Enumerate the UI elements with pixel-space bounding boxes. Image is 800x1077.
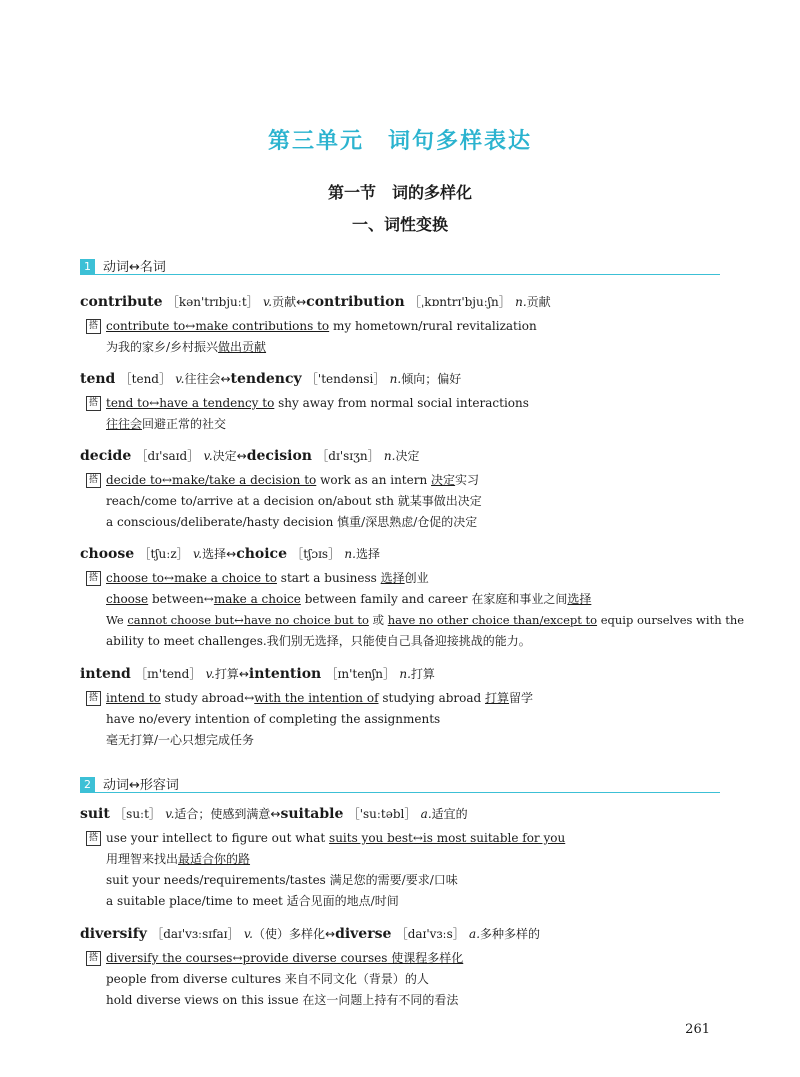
example-line: 用理智来找出最适合你的路 xyxy=(106,852,251,866)
example-line: 毫无打算/一心只想完成任务 xyxy=(106,733,255,747)
category-header-2 xyxy=(80,774,720,793)
headword: tend xyxy=(80,371,116,387)
category-number-badge: 2 xyxy=(80,777,95,792)
part-of-speech: v. xyxy=(203,449,213,463)
entry-intend xyxy=(80,664,730,751)
part-of-speech: v. xyxy=(192,547,203,561)
entry-tend xyxy=(80,369,730,435)
headword: diversify xyxy=(80,926,147,942)
part-of-speech: v. xyxy=(165,807,175,821)
example-line: 搭 decide to↔make/take a decision to work as an intern 决定实习 xyxy=(80,470,730,491)
collocation-tag-icon: 搭 xyxy=(86,691,101,706)
phonetic: ［daɪ'vɜːsɪfaɪ］ xyxy=(151,927,240,941)
example-line: 搭 contribute to↔make contributions to my hometown/rural revitalization xyxy=(80,316,730,337)
part-of-speech: n. xyxy=(389,372,402,386)
unit-title: 第三单元 词句多样表达 xyxy=(267,129,532,154)
meaning: 决定↔ xyxy=(212,449,247,463)
meaning: （使）多样化↔ xyxy=(253,927,336,941)
meaning: 决定 xyxy=(395,449,420,463)
phonetic: ［kən'trɪbjuːt］ xyxy=(166,295,259,309)
phonetic: ［tʃɔɪs］ xyxy=(291,547,341,561)
category-label: 动词↔形容词 xyxy=(103,778,179,793)
phonetic: ［tend］ xyxy=(119,372,171,386)
headword: decide xyxy=(80,448,132,464)
phonetic: ［ˌkɒntrɪ'bjuːʃn］ xyxy=(408,295,511,309)
collocation-tag-icon: 搭 xyxy=(86,571,101,586)
phonetic: ［suːt］ xyxy=(114,807,161,821)
entry-diversify xyxy=(80,924,730,1011)
example-line: 往往会回避正常的社交 xyxy=(106,417,227,431)
part-of-speech: v. xyxy=(262,295,273,309)
part-of-speech: v. xyxy=(175,372,185,386)
sub-title: 一、词性变换 xyxy=(351,215,448,234)
headword-line xyxy=(80,369,730,389)
example-line: We cannot choose but↔have no choice but to 或 have no other choice than/except to equip ourselves with the xyxy=(106,613,745,627)
category-label: 动词↔名词 xyxy=(103,260,166,275)
meaning: 打算 xyxy=(410,667,435,681)
example-line: choose between↔make a choice between family and career 在家庭和事业之间选择 xyxy=(106,592,592,606)
example-line: 搭 tend to↔have a tendency to shy away from normal social interactions xyxy=(80,393,730,414)
meaning: 适合；使感到满意↔ xyxy=(174,807,281,821)
meaning: 贡献 xyxy=(526,295,551,309)
meaning: 往往会↔ xyxy=(184,372,231,386)
headword-line xyxy=(80,292,730,312)
entry-suit xyxy=(80,804,730,912)
headword-derived: decision xyxy=(246,448,312,464)
part-of-speech: n. xyxy=(344,547,356,561)
example-line: ability to meet challenges.我们别无选择，只能使自己具备迎接挑战的能力。 xyxy=(106,634,531,648)
example-line: 搭 use your intellect to figure out what suits you best↔is most suitable for you xyxy=(80,828,730,849)
entry-choose xyxy=(80,544,745,652)
headword-line xyxy=(80,664,730,684)
part-of-speech: n. xyxy=(399,667,411,681)
headword-derived: intention xyxy=(248,666,322,682)
example-line: suit your needs/requirements/tastes 满足您的需要/要求/口味 xyxy=(106,873,458,887)
headword-derived: diverse xyxy=(335,926,392,942)
phonetic: ［dɪ'saɪd］ xyxy=(135,449,200,463)
collocation-tag-icon: 搭 xyxy=(86,951,101,966)
example-line: a suitable place/time to meet 适合见面的地点/时间 xyxy=(106,894,399,908)
section-title: 第一节 词的多样化 xyxy=(327,183,472,202)
entry-decide xyxy=(80,446,730,533)
headword-derived: suitable xyxy=(280,806,344,822)
part-of-speech: a. xyxy=(420,807,432,821)
collocation-tag-icon: 搭 xyxy=(86,319,101,334)
part-of-speech: v. xyxy=(205,667,215,681)
collocation-tag-icon: 搭 xyxy=(86,396,101,411)
collocation-tag-icon: 搭 xyxy=(86,831,101,846)
meaning: 多种多样的 xyxy=(480,927,541,941)
headword-derived: tendency xyxy=(230,371,302,387)
example-line: a conscious/deliberate/hasty decision 慎重/深思熟虑/仓促的决定 xyxy=(106,515,478,529)
headword: choose xyxy=(80,546,135,562)
example-line: people from diverse cultures 来自不同文化（背景）的人 xyxy=(106,972,429,986)
headword-line xyxy=(80,924,730,944)
meaning: 打算↔ xyxy=(214,667,249,681)
headword-line xyxy=(80,544,730,564)
headword-derived: contribution xyxy=(306,294,405,310)
example-line: 搭 diversify the courses↔provide diverse courses 使课程多样化 xyxy=(80,948,730,969)
meaning: 适宜的 xyxy=(431,807,468,821)
meaning: 贡献↔ xyxy=(272,295,307,309)
headword-line xyxy=(80,446,730,466)
meaning: 倾向；偏好 xyxy=(401,372,462,386)
phonetic: ［ɪn'tend］ xyxy=(135,667,202,681)
example-line: 搭 intend to study abroad↔with the intention of studying abroad 打算留学 xyxy=(80,688,730,709)
headword: suit xyxy=(80,806,110,822)
headword: intend xyxy=(80,666,131,682)
example-line: have no/every intention of completing the assignments xyxy=(106,712,441,726)
example-line: hold diverse views on this issue 在这一问题上持有不同的看法 xyxy=(106,993,459,1007)
entry-contribute xyxy=(80,292,730,358)
category-header-1 xyxy=(80,256,720,275)
phonetic: ［daɪ'vɜːs］ xyxy=(395,927,465,941)
headword-line xyxy=(80,804,730,824)
phonetic: ［dɪ'sɪʒn］ xyxy=(316,449,380,463)
part-of-speech: a. xyxy=(469,927,481,941)
meaning: 选择↔ xyxy=(202,547,237,561)
headword-derived: choice xyxy=(236,546,287,562)
category-number-badge: 1 xyxy=(80,259,95,274)
meaning: 选择 xyxy=(355,547,380,561)
phonetic: ［ɪn'tenʃn］ xyxy=(325,667,396,681)
part-of-speech: n. xyxy=(515,295,527,309)
example-line: reach/come to/arrive at a decision on/about sth 就某事做出决定 xyxy=(106,494,482,508)
part-of-speech: v. xyxy=(243,927,253,941)
example-line: 为我的家乡/乡村振兴做出贡献 xyxy=(106,340,267,354)
part-of-speech: n. xyxy=(383,449,396,463)
collocation-tag-icon: 搭 xyxy=(86,473,101,488)
phonetic: ［'suːtəbl］ xyxy=(347,807,417,821)
page-number: 261 xyxy=(685,1022,710,1037)
phonetic: ［'tendənsi］ xyxy=(305,372,386,386)
phonetic: ［tʃuːz］ xyxy=(138,547,189,561)
example-line: 搭 choose to↔make a choice to start a business 选择创业 xyxy=(80,568,730,589)
headword: contribute xyxy=(80,294,163,310)
